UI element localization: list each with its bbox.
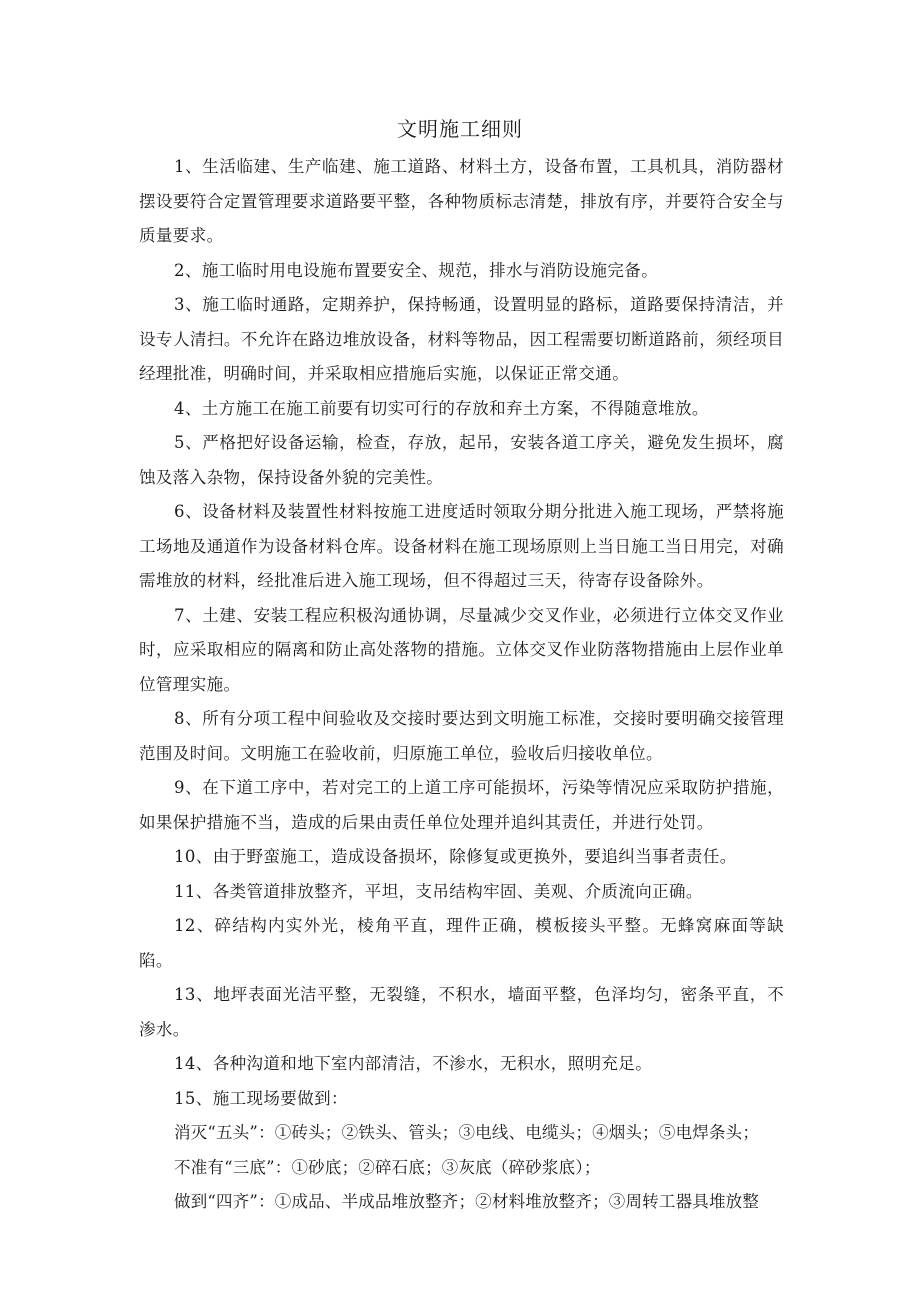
paragraph-9: 9、在下道工序中，若对完工的上道工序可能损坏，污染等情况应采取防护措施，如果保护措施不当，造成的后果由责任单位处理并追纠其责任，并进行处罚。 — [139, 778, 784, 832]
paragraph-6: 6、设备材料及装置性材料按施工进度适时领取分期分批进入施工现场，严禁将施工场地及通道作为设备材料仓库。设备材料在施工现场原则上当日施工当日用完，对确需堆放的材料，经批准后进入施工现场，但不得超过三天，待寄存设备除外。 — [139, 502, 784, 590]
list-line-five-heads: 消灭“五头”：①砖头；②铁头、管头；③电线、电缆头；④烟头；⑤电焊条头； — [174, 1123, 760, 1142]
list-line-three-bottoms: 不准有“三底”：①砂底；②碎石底；③灰底（碎砂浆底）； — [174, 1157, 601, 1177]
paragraph-1: 1、生活临建、生产临建、施工道路、材料土方，设备布置，工具机具，消防器材摆设要符合定置管理要求道路要平整，各种物质标志清楚，排放有序，并要符合安全与质量要求。 — [139, 157, 784, 245]
paragraph-5: 5、严格把好设备运输，检查，存放，起吊，安装各道工序关，避免发生损坏，腐蚀及落入杂物，保持设备外貌的完美性。 — [139, 433, 784, 487]
paragraph-2: 2、施工临时用电设施布置要安全、规范，排水与消防设施完备。 — [174, 260, 659, 280]
document-body — [139, 150, 784, 1220]
page-title: 文明施工细则 — [397, 117, 523, 141]
paragraph-13: 13、地坪表面光洁平整，无裂缝，不积水，墙面平整，色泽均匀，密条平直，不渗水。 — [139, 985, 784, 1039]
paragraph-12: 12、碎结构内实外光，棱角平直，理件正确，模板接头平整。无蜂窝麻面等缺陷。 — [139, 916, 784, 970]
paragraph-8: 8、所有分项工程中间验收及交接时要达到文明施工标准，交接时要明确交接管理范围及时间。文明施工在验收前，归原施工单位，验收后归接收单位。 — [139, 709, 784, 763]
paragraph-10: 10、由于野蛮施工，造成设备损坏，除修复或更换外，要追纠当事者责任。 — [174, 847, 737, 866]
paragraph-3: 3、施工临时通路，定期养护，保持畅通，设置明显的路标，道路要保持清洁，并设专人清扫。不允许在路边堆放设备，材料等物品，因工程需要切断道路前，须经项目经理批准，明确时间，并采取相应措施后实施，以保证正常交通。 — [139, 295, 784, 383]
paragraph-14: 14、各种沟道和地下室内部清洁，不渗水，无积水，照明充足。 — [174, 1054, 653, 1073]
paragraph-7: 7、土建、安装工程应积极沟通协调，尽量减少交叉作业，必须进行立体交叉作业时，应采取相应的隔离和防止高处落物的措施。立体交叉作业防落物措施由上层作业单位管理实施。 — [139, 605, 784, 694]
paragraph-15: 15、施工现场要做到： — [174, 1088, 348, 1108]
paragraph-4: 4、土方施工在施工前要有切实可行的存放和弃土方案，不得随意堆放。 — [174, 398, 709, 418]
list-line-four-neat: 做到“四齐”：①成品、半成品堆放整齐；②材料堆放整齐；③周转工器具堆放整 — [174, 1192, 760, 1211]
paragraph-11: 11、各类管道排放整齐，平坦，支吊结构牢固、美观、介质流向正确。 — [174, 881, 703, 901]
